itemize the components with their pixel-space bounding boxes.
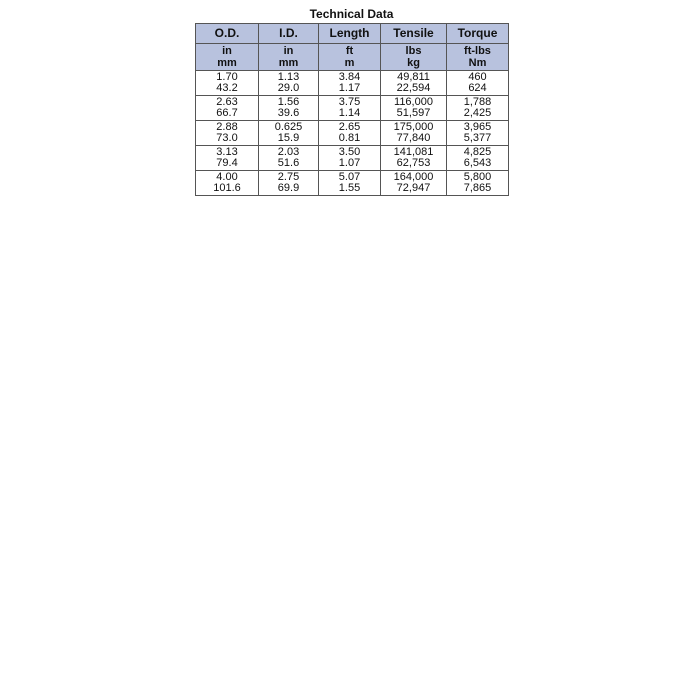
value-metric: 29.0 (277, 82, 300, 94)
value-metric: 5,377 (463, 132, 492, 144)
table-row (196, 121, 509, 146)
unit-metric: Nm (468, 57, 487, 69)
unit-cell-torque (447, 44, 509, 71)
table-cell (447, 146, 509, 171)
value-imperial: 141,081 (393, 146, 434, 158)
value-metric: 624 (468, 82, 487, 94)
value-imperial: 2.03 (277, 146, 300, 158)
value-metric: 1.55 (338, 182, 361, 194)
value-metric: 43.2 (216, 82, 238, 94)
value-metric: 51.6 (277, 157, 300, 169)
value-imperial: 5,800 (463, 171, 492, 183)
table-cell (196, 96, 259, 121)
unit-cell-od (196, 44, 259, 71)
unit-imperial: in (222, 45, 232, 57)
unit-imperial: lbs (405, 45, 422, 57)
units-row (196, 44, 509, 71)
value-metric: 39.6 (277, 107, 300, 119)
table-cell (196, 171, 259, 196)
value-metric: 79.4 (216, 157, 238, 169)
table-cell (447, 96, 509, 121)
unit-cell-id (259, 44, 319, 71)
unit-imperial: ft-lbs (464, 45, 491, 57)
header-row (196, 24, 509, 44)
table-cell (259, 121, 319, 146)
value-imperial: 2.63 (216, 96, 238, 108)
table-cell (319, 146, 381, 171)
table-cell (196, 146, 259, 171)
value-metric: 66.7 (216, 107, 238, 119)
value-imperial: 2.65 (338, 121, 361, 133)
table-row (196, 71, 509, 96)
table-cell (196, 121, 259, 146)
table-cell (259, 96, 319, 121)
value-imperial: 4.00 (216, 171, 238, 183)
value-imperial: 460 (468, 71, 487, 83)
unit-cell-length (319, 44, 381, 71)
value-imperial: 4,825 (463, 146, 492, 158)
table-cell (447, 71, 509, 96)
technical-data-table (195, 23, 509, 196)
value-imperial: 3.84 (338, 71, 361, 83)
value-metric: 15.9 (277, 132, 300, 144)
table-cell (381, 96, 447, 121)
value-imperial: 3,965 (463, 121, 492, 133)
table-title: Technical Data (309, 7, 394, 21)
table-row (196, 146, 509, 171)
unit-metric: mm (278, 57, 299, 69)
table-cell (381, 121, 447, 146)
unit-metric: kg (407, 57, 420, 69)
column-header-length: Length (319, 24, 381, 44)
value-metric: 51,597 (396, 107, 431, 119)
value-imperial: 3.50 (338, 146, 361, 158)
value-imperial: 2.75 (277, 171, 300, 183)
unit-cell-tensile (381, 44, 447, 71)
table-row (196, 171, 509, 196)
column-header-torque: Torque (447, 24, 509, 44)
value-imperial: 1.56 (277, 96, 300, 108)
unit-imperial: ft (345, 45, 354, 57)
value-imperial: 175,000 (393, 121, 434, 133)
value-metric: 6,543 (463, 157, 492, 169)
value-metric: 1.17 (338, 82, 361, 94)
value-imperial: 49,811 (397, 71, 430, 83)
table-cell (447, 171, 509, 196)
table-cell (259, 71, 319, 96)
value-metric: 77,840 (396, 132, 431, 144)
table-cell (196, 71, 259, 96)
table-cell (447, 121, 509, 146)
table-cell (319, 171, 381, 196)
table-row (196, 96, 509, 121)
value-imperial: 3.75 (338, 96, 361, 108)
value-metric: 62,753 (396, 157, 431, 169)
value-imperial: 1.70 (216, 71, 238, 83)
unit-metric: m (344, 57, 355, 69)
table-cell (259, 146, 319, 171)
value-metric: 72,947 (396, 182, 431, 194)
value-imperial: 2.88 (216, 121, 238, 133)
unit-metric: mm (217, 57, 237, 69)
value-metric: 0.81 (338, 132, 361, 144)
column-header-od: O.D. (196, 24, 259, 44)
column-header-tensile: Tensile (381, 24, 447, 44)
value-imperial: 116,000 (394, 96, 433, 108)
unit-imperial: in (283, 45, 294, 57)
value-imperial: 3.13 (216, 146, 238, 158)
value-metric: 22,594 (396, 82, 431, 94)
table-cell (381, 171, 447, 196)
table-cell (319, 71, 381, 96)
value-metric: 69.9 (277, 182, 300, 194)
value-imperial: 1,788 (463, 96, 492, 108)
value-metric: 7,865 (463, 182, 492, 194)
table-cell (319, 121, 381, 146)
column-header-id: I.D. (259, 24, 319, 44)
value-imperial: 164,000 (393, 171, 434, 183)
table-cell (381, 146, 447, 171)
value-metric: 1.14 (338, 107, 361, 119)
table-cell (259, 171, 319, 196)
value-imperial: 1.13 (277, 71, 300, 83)
value-imperial: 0.625 (274, 121, 303, 133)
value-metric: 101.6 (213, 182, 241, 194)
value-imperial: 5.07 (338, 171, 361, 183)
value-metric: 73.0 (216, 132, 238, 144)
value-metric: 2,425 (463, 107, 492, 119)
table-cell (381, 71, 447, 96)
value-metric: 1.07 (338, 157, 361, 169)
table-cell (319, 96, 381, 121)
